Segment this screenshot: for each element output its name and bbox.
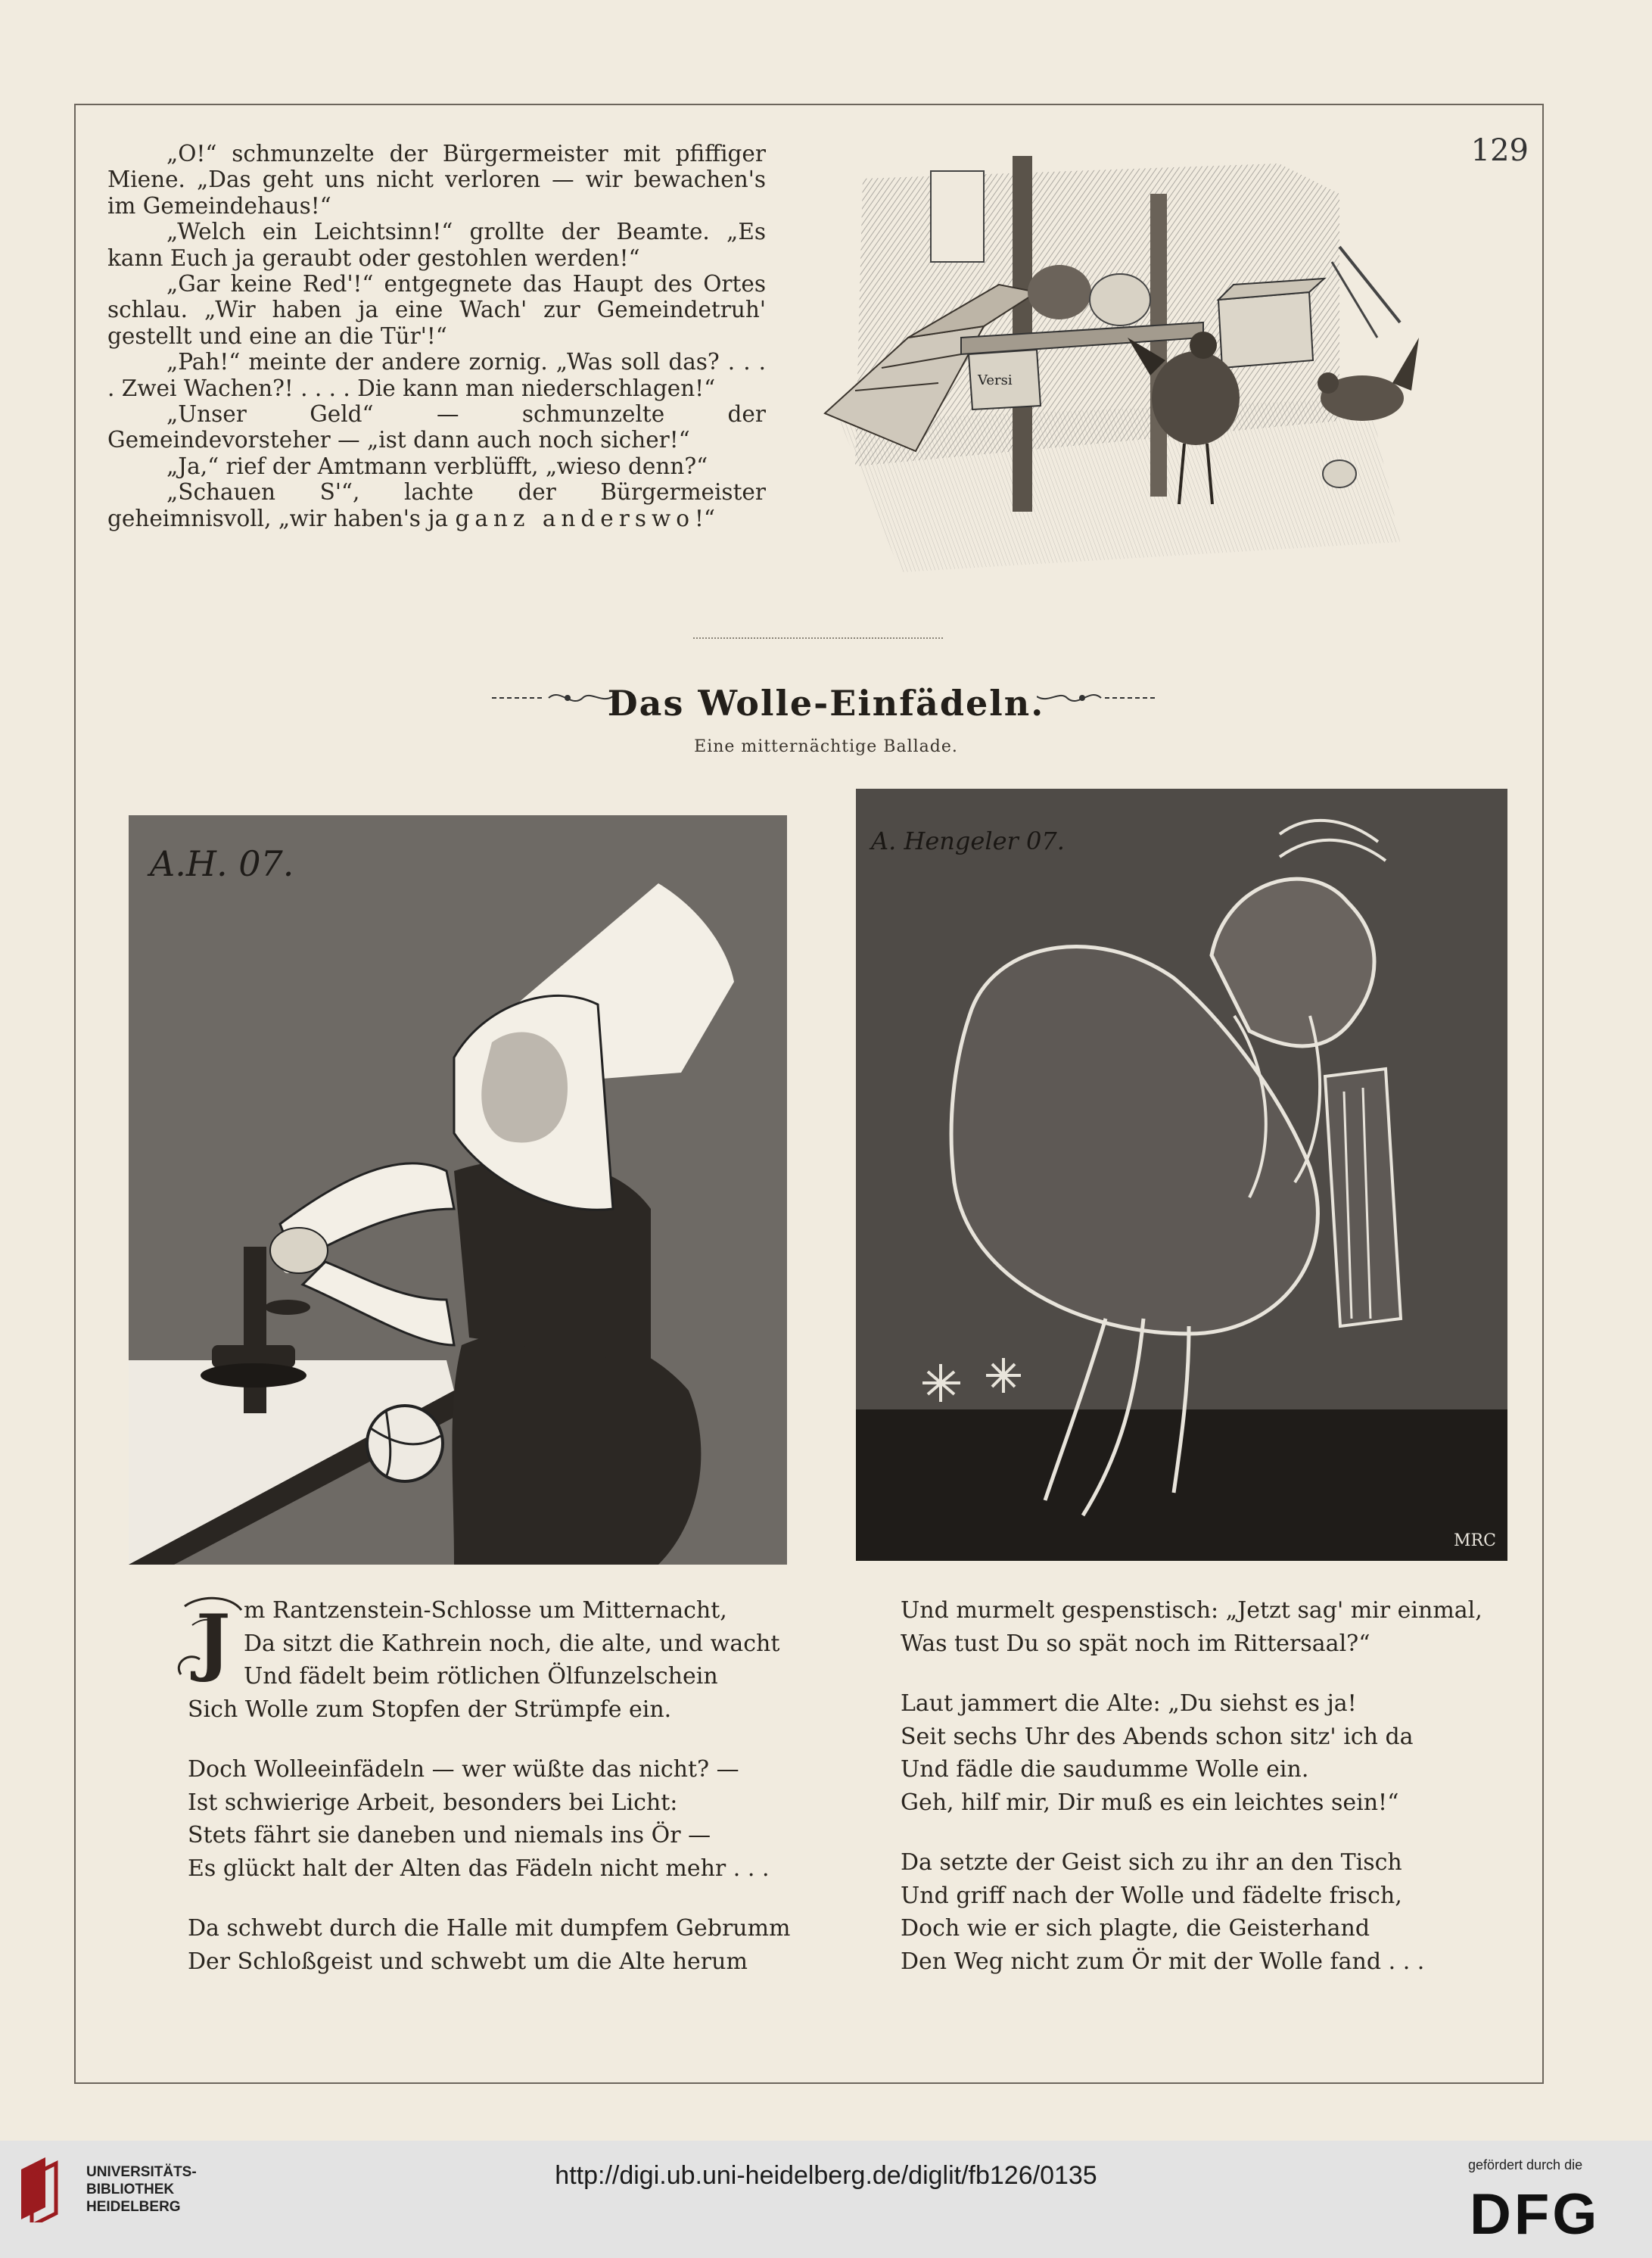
poem-line: Laut jammert die Alte: „Du siehst es ja!	[901, 1690, 1357, 1717]
hen-coop-sign: Versi	[978, 372, 1013, 388]
poem-line: Und fädelt beim rötlichen Ölfunzelschein	[244, 1663, 718, 1690]
poem-right-column	[901, 1594, 1482, 2005]
poem-line: Sich Wolle zum Stopfen der Strümpfe ein.	[188, 1696, 672, 1723]
library-line: BIBLIOTHEK	[86, 2182, 175, 2197]
library-line: UNIVERSITÄTS-	[86, 2164, 197, 2180]
intro-p7-start: „Schauen S'“, lachte der Bürgermeister geheimnisvoll, „wir haben's ja	[107, 479, 766, 531]
poem-line: Doch wie er sich plagte, die Geisterhand	[901, 1915, 1370, 1942]
intro-paragraph: „Ja,“ rief der Amtmann verblüfft, „wieso denn?“	[166, 453, 708, 479]
page-number: 129	[1470, 133, 1529, 168]
poem-line: Da setzte der Geist sich zu ihr an den Tisch	[901, 1849, 1402, 1876]
dfg-logo[interactable]: DFG	[1470, 2182, 1601, 2247]
poem-stanza	[188, 1753, 791, 1885]
poem-stanza	[901, 1687, 1482, 1819]
poem-line: Und griff nach der Wolle und fädelte frisch,	[901, 1882, 1402, 1909]
poem-line: m Rantzenstein-Schlosse um Mitternacht,	[244, 1597, 727, 1624]
old-woman-illustration	[129, 815, 787, 1565]
poem-stanza	[188, 1912, 791, 1978]
intro-p7-end: !“	[695, 505, 715, 531]
poem-stanza	[901, 1594, 1482, 1660]
intro-paragraph: „Welch ein Leichtsinn!“ grollte der Beamte. „Es kann Euch ja geraubt oder gestohlen werden!“	[107, 219, 766, 271]
poem-line: Geh, hilf mir, Dir muß es ein leichtes sein!“	[901, 1789, 1399, 1816]
left-signature: A.H. 07.	[150, 843, 294, 884]
poem-line: Ist schwierige Arbeit, besonders bei Licht:	[188, 1789, 678, 1816]
intro-paragraph: „Gar keine Red'!“ entgegnete das Haupt des Ortes schlau. „Wir haben ja eine Wach' zur Gemeindetruh' gestellt und eine an die Tür'!“	[107, 271, 766, 349]
intro-p7-spaced: ganz anderswo	[455, 505, 695, 531]
footer-bar	[0, 2141, 1652, 2258]
poem-line: Und fädle die saudumme Wolle ein.	[901, 1756, 1309, 1783]
poem-line: Den Weg nicht zum Ör mit der Wolle fand . . .	[901, 1948, 1425, 1975]
poem-stanza	[188, 1594, 791, 1726]
intro-paragraph	[107, 479, 766, 531]
funding-caption: gefördert durch die	[1468, 2157, 1583, 2172]
intro-paragraph: „O!“ schmunzelte der Bürgermeister mit pfiffiger Miene. „Das geht uns nicht verloren — wir bewachen's im Gemeindehaus!“	[107, 141, 766, 219]
title-ornament-right	[1037, 681, 1158, 712]
poem-line: Da sitzt die Kathrein noch, die alte, und wacht	[244, 1630, 780, 1657]
poem-line: Stets fährt sie daneben und niemals ins Ör —	[188, 1822, 711, 1848]
intro-paragraph: „Pah!“ meinte der andere zornig. „Was soll das? . . . . Zwei Wachen?! . . . . Die kann man niederschlagen!“	[107, 349, 766, 401]
poem-line: Was tust Du so spät noch im Rittersaal?“	[901, 1630, 1370, 1657]
poem-stanza	[901, 1846, 1482, 1978]
poem-line: Der Schloßgeist und schwebt um die Alte herum	[188, 1948, 748, 1975]
library-line: HEIDELBERG	[86, 2199, 181, 2215]
poem-line: Seit sechs Uhr des Abends schon sitz' ich da	[901, 1723, 1414, 1750]
poem-line: Es glückt halt der Alten das Fädeln nicht mehr . . .	[188, 1855, 770, 1882]
poem-title: Das Wolle-Einfädeln.	[607, 683, 1045, 724]
poem-subtitle: Eine mitternächtige Ballade.	[694, 737, 958, 756]
initial-letter: J	[196, 1599, 231, 1684]
permalink-url[interactable]: http://digi.ub.uni-heidelberg.de/diglit/fb126/0135	[555, 2161, 1097, 2190]
intro-paragraph: „Unser Geld“ — schmunzelte der Gemeindevorsteher — „ist dann auch noch sicher!“	[107, 401, 766, 453]
ghost-illustration	[856, 789, 1507, 1561]
separator-line	[693, 637, 943, 639]
intro-text	[107, 141, 766, 531]
right-signature: A. Hengeler 07.	[871, 827, 1065, 855]
poem-line: Doch Wolleeinfädeln — wer wüßte das nicht? —	[188, 1756, 739, 1783]
poem-line: Da schwebt durch die Halle mit dumpfem Gebrumm	[188, 1915, 791, 1942]
hen-coop-illustration	[810, 148, 1445, 587]
right-monogram: MRC	[1454, 1531, 1496, 1550]
poem-line: Und murmelt gespenstisch: „Jetzt sag' mir einmal,	[901, 1597, 1482, 1624]
poem-left-column	[188, 1594, 791, 2005]
